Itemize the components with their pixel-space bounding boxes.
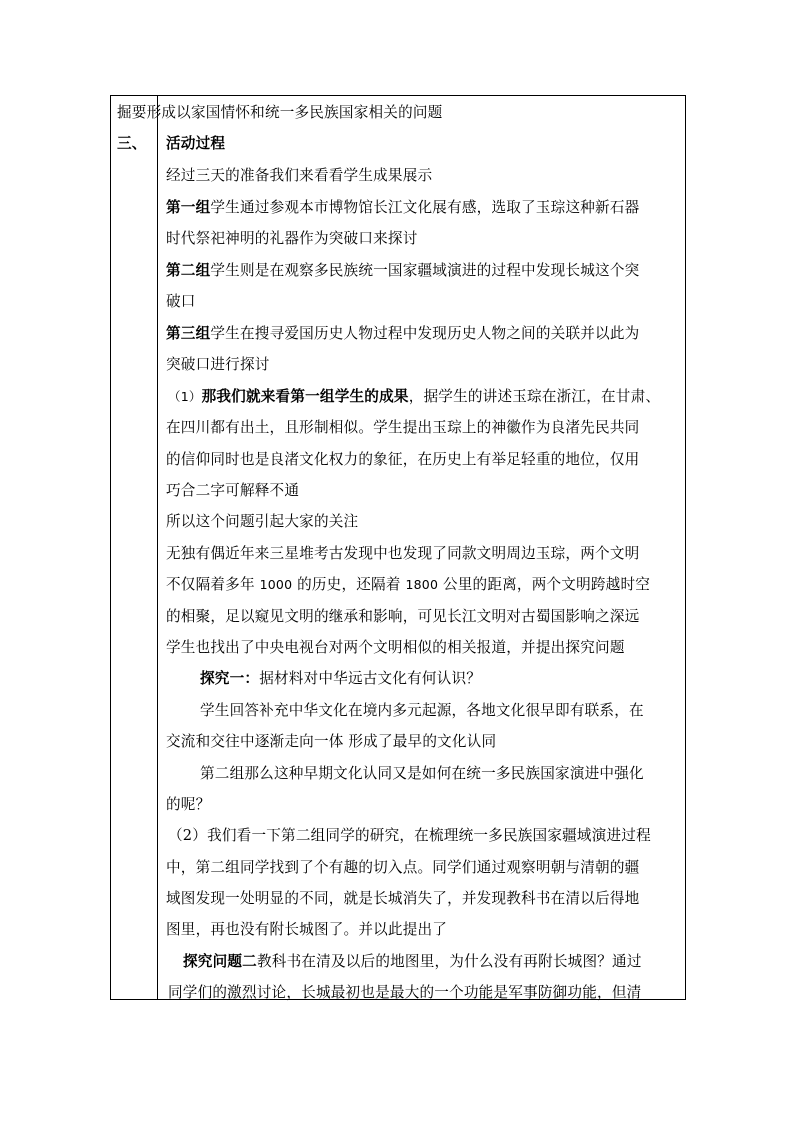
text-line: 学生也找出了中央电视台对两个文明相似的相关报道，并提出探究问题 bbox=[166, 639, 625, 656]
text-line: 无独有偶近年来三星堆考古发现中也发现了同款文明周边玉琮，两个文明 bbox=[166, 545, 640, 562]
inquiry-2 bbox=[183, 953, 642, 971]
text-line: 的信仰同时也是良渚文化权力的象征，在历史上有举足轻重的地位，仅用 bbox=[166, 451, 640, 468]
text-line: （2）我们看一下第二组同学的研究，在梳理统一多民族国家疆域演进过程 bbox=[168, 827, 651, 844]
text-span: 公里的距离，两个文明跨越时空 bbox=[438, 576, 651, 593]
table-left-column bbox=[110, 95, 158, 1000]
text-line: 交流和交往中逐渐走向一体 形成了最早的文化认同 bbox=[166, 733, 497, 750]
text-line: 同学们的激烈讨论，长城最初也是最大的一个功能是军事防御功能，但清 bbox=[168, 984, 642, 1001]
number-span: 1000 bbox=[259, 577, 293, 592]
section-number: 三、 bbox=[117, 135, 147, 152]
paragraph-group-2 bbox=[166, 262, 639, 280]
text-line: 域图发现一处明显的不同，就是长城消失了，并发现教科书在清以后得地 bbox=[166, 890, 640, 907]
text-span: 据材料对中华远古文化有何认识？ bbox=[259, 670, 482, 687]
text-span: ，据学生的讲述玉琮在浙江，在甘肃、 bbox=[408, 388, 661, 405]
text-line: 中，第二组同学找到了个有趣的切入点。同学们通过观察明朝与清朝的疆 bbox=[166, 859, 640, 876]
text-span: 学生在搜寻爱国历史人物过程中发现历史人物之间的关联并以此为 bbox=[210, 325, 640, 342]
text-line: 突破口进行探讨 bbox=[166, 356, 270, 373]
text-line: 第二组那么这种早期文化认同又是如何在统一多民族国家演进中强化 bbox=[200, 765, 644, 782]
inquiry-label: 探究一： bbox=[200, 670, 260, 687]
text-line: 学生回答补充中华文化在境内多元起源，各地文化很早即有联系，在 bbox=[200, 702, 644, 719]
item-number: （1） bbox=[168, 389, 202, 404]
text-span: 学生则是在观察多民族统一国家疆域演进的过程中发现长城这个突 bbox=[210, 262, 640, 279]
group-label: 第一组 bbox=[166, 199, 211, 216]
group-label: 第三组 bbox=[166, 325, 211, 342]
inquiry-1 bbox=[200, 670, 481, 688]
text-span: 教科书在清及以后的地图里，为什么没有再附长城图？通过 bbox=[256, 953, 642, 970]
text-line: 的相聚，足以窥见文明的继承和影响，可见长江文明对古蜀国影响之深远 bbox=[166, 608, 640, 625]
section-heading: 活动过程 bbox=[166, 135, 226, 152]
paragraph-item-1 bbox=[168, 388, 660, 406]
text-line: 破口 bbox=[166, 293, 196, 310]
text-line: 在四川都有出土，且形制相似。学生提出玉琮上的神徽作为良渚先民共同 bbox=[166, 419, 640, 436]
text-line: 时代祭祀神明的礼器作为突破口来探讨 bbox=[166, 230, 418, 247]
bold-span: 那我们就来看第一组学生的成果 bbox=[201, 388, 409, 405]
text-line: 所以这个问题引起大家的关注 bbox=[166, 513, 359, 530]
text-span: 不仅隔着多年 bbox=[166, 576, 260, 593]
text-line: 掘要形成以家国情怀和统一多民族国家相关的问题 bbox=[117, 104, 443, 121]
inquiry-label: 探究问题二 bbox=[183, 953, 257, 970]
paragraph-group-1 bbox=[166, 199, 639, 217]
group-label: 第二组 bbox=[166, 262, 211, 279]
text-span: 学生通过参观本市博物馆长江文化展有感，选取了玉琮这种新石器 bbox=[210, 199, 640, 216]
text-line: 的呢？ bbox=[166, 796, 211, 813]
text-line: 图里，再也没有附长城图了。并以此提出了 bbox=[166, 921, 448, 938]
text-line: 经过三天的准备我们来看看学生成果展示 bbox=[166, 167, 433, 184]
text-span: 的历史，还隔着 bbox=[292, 576, 406, 593]
text-line: 巧合二字可解释不通 bbox=[166, 482, 300, 499]
text-line-with-numbers bbox=[166, 576, 650, 594]
paragraph-group-3 bbox=[166, 325, 639, 343]
number-span: 1800 bbox=[405, 577, 439, 592]
